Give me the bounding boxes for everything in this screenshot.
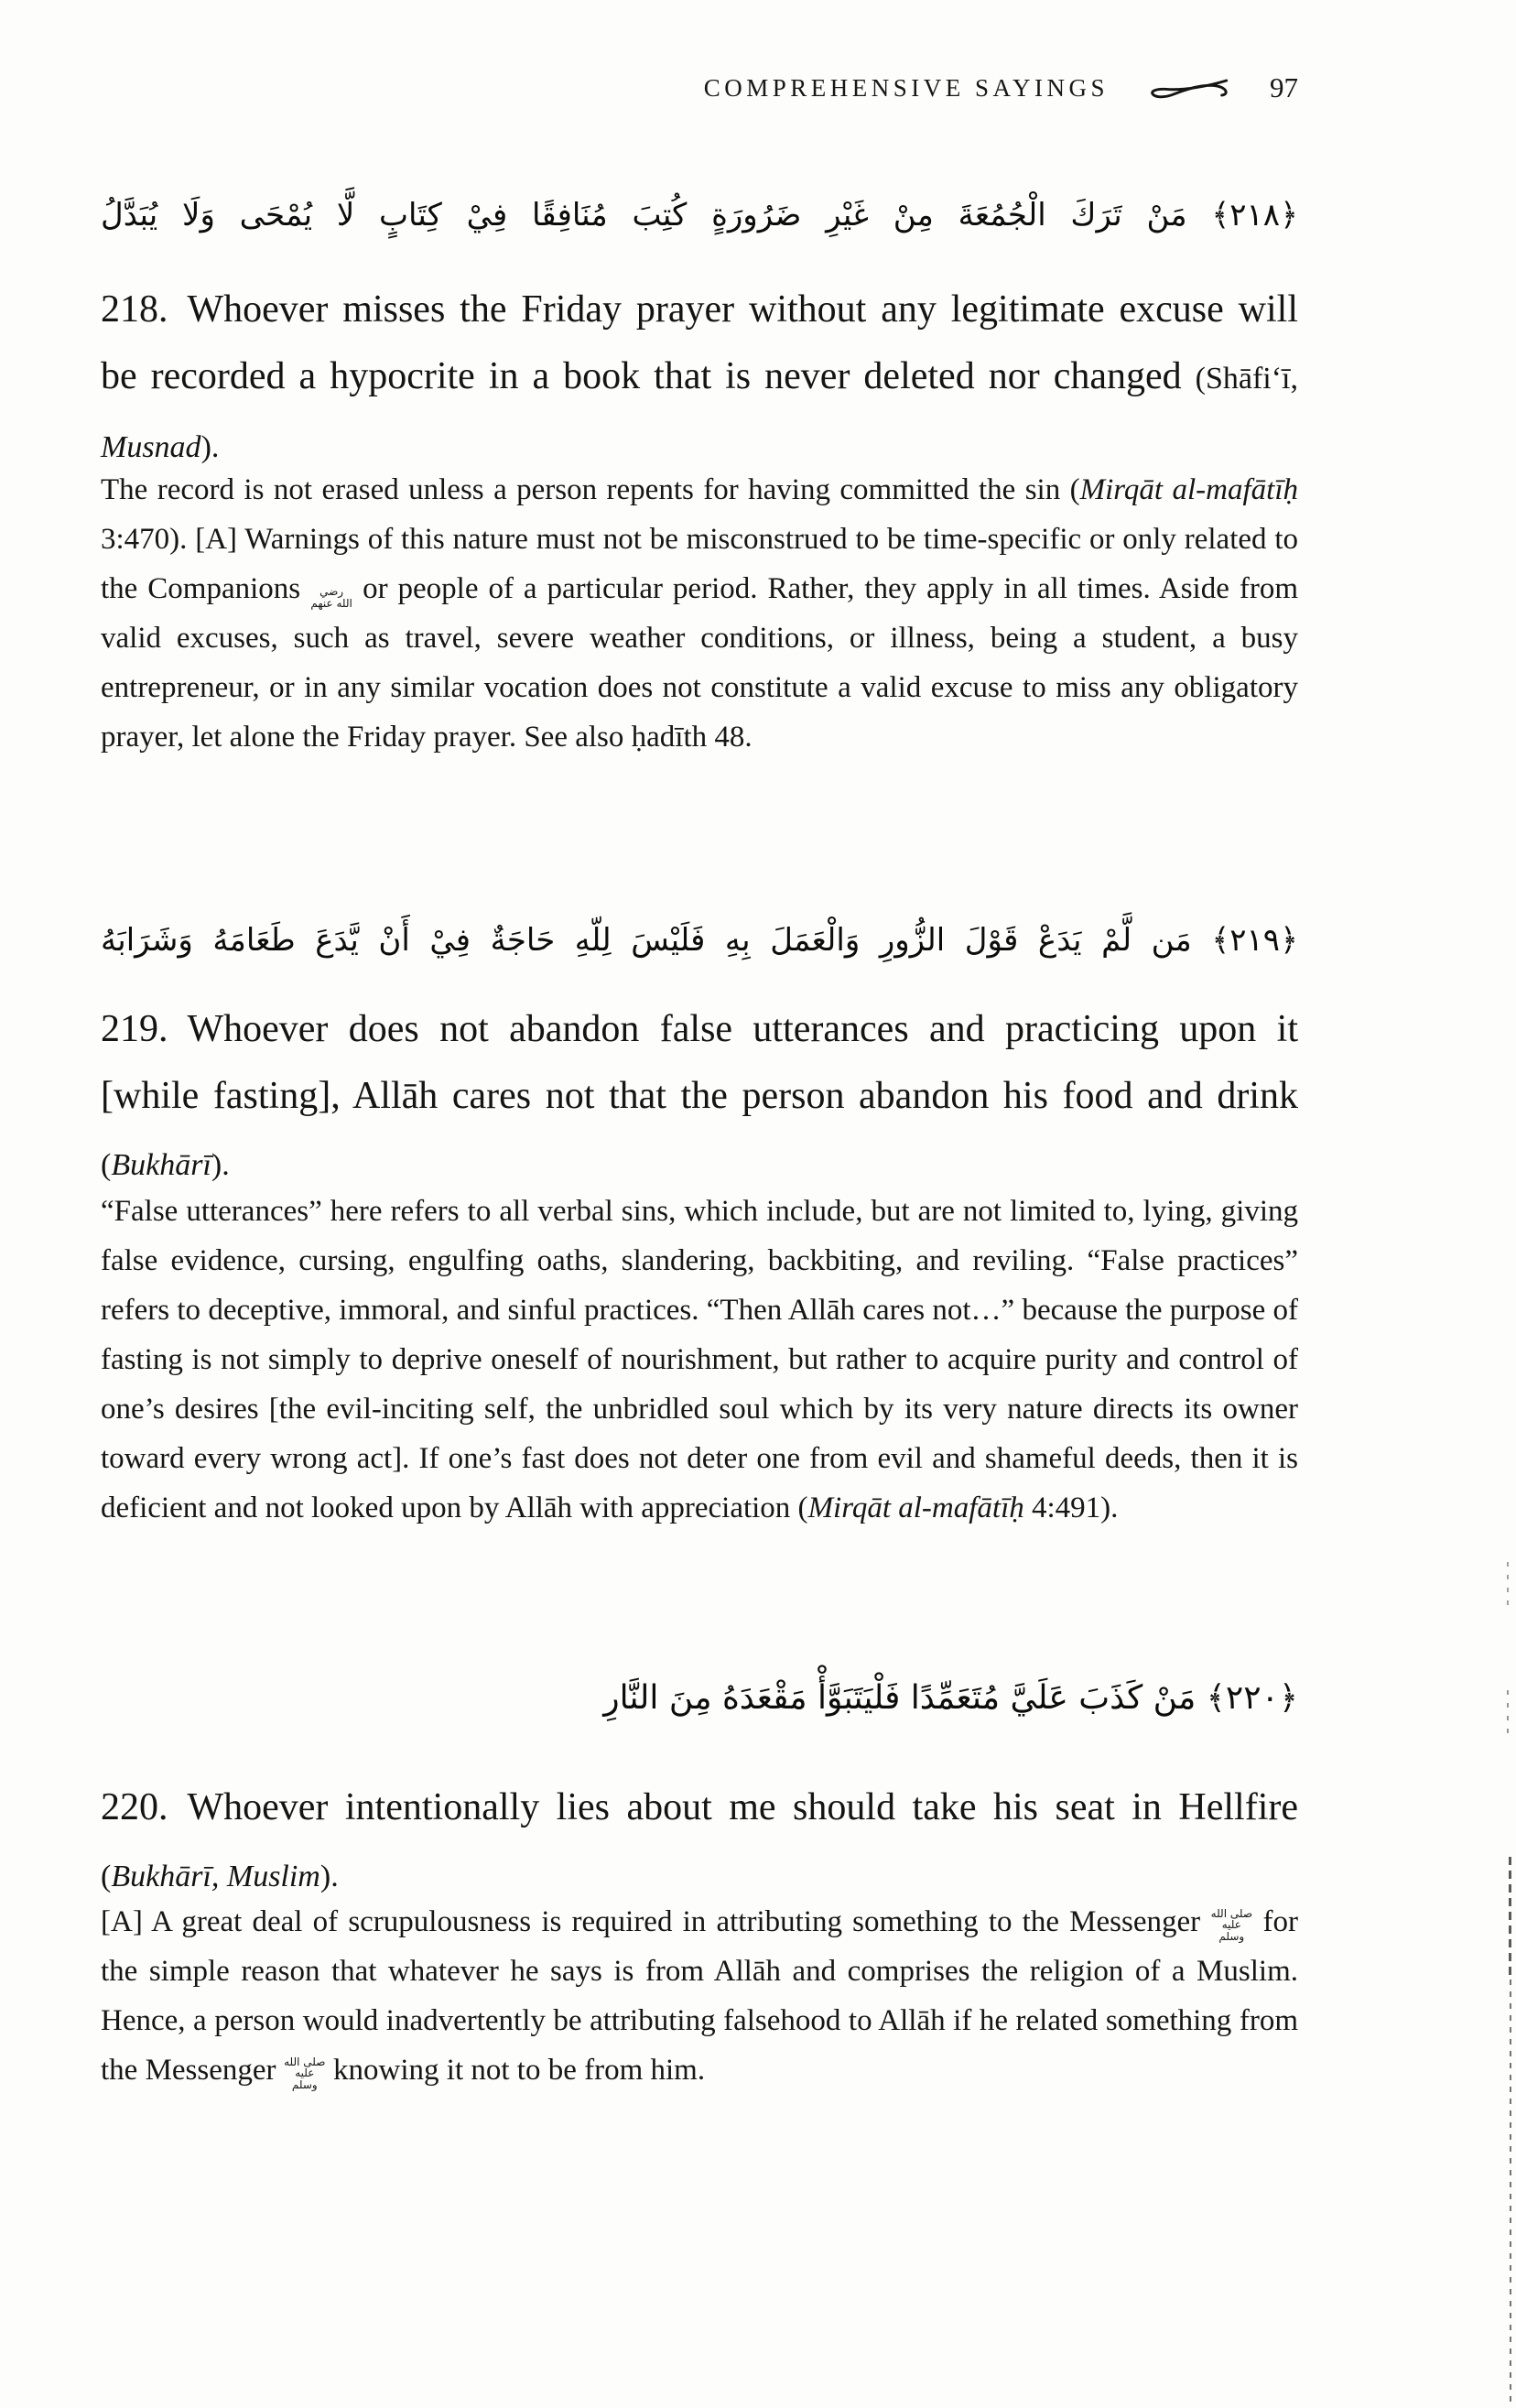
hadith-218-arabic: ﴿٢١٨﴾ مَنْ تَرَكَ الْجُمُعَةَ مِنْ غَيْرِ ضَرُورَةٍ كُتِبَ مُنَافِقًا فِيْ كِتَابٍ لَّا يُمْحَى وَلَا يُبَدَّلُ <box>101 197 1298 233</box>
hadith-220-commentary <box>101 1897 1298 2095</box>
scan-artifact <box>1510 1980 1511 2408</box>
text-segment: 220. Whoever intentionally lies about me should take his seat in Hellfire <box>101 1786 1298 1828</box>
honorific-symbol: صلى الله عليه وسلم <box>1210 1906 1253 1943</box>
text-segment: Bukhārī, Muslim <box>111 1860 320 1893</box>
honorific-symbol: صلى الله عليه وسلم <box>284 2055 326 2091</box>
text-segment: ). <box>200 430 220 464</box>
page-number: 97 <box>1270 71 1298 103</box>
text-segment: ). <box>319 1860 339 1893</box>
text-segment: knowing it not to be from him. <box>325 2054 706 2087</box>
text-segment: [A] A great deal of scrupulousness is required in attributing something to the Messenger <box>101 1905 1211 1938</box>
running-head-title: COMPREHENSIVE SAYINGS <box>703 73 1109 102</box>
text-segment: 218. Whoever misses the Friday prayer without any legitimate excuse will be recorded a hypocrite in a book that is never deleted nor changed <box>101 288 1298 397</box>
hadith-219-commentary <box>101 1187 1298 1533</box>
hadith-220-arabic: ﴿٢٢٠﴾ مَنْ كَذَبَ عَلَيَّ مُتَعَمِّدًا فَلْيَتَبَوَّأْ مَقْعَدَهُ مِنَ النَّارِ <box>603 1679 1298 1717</box>
text-segment: 4:491). <box>1023 1491 1119 1524</box>
text-segment: 219. Whoever does not abandon false utterances and practicing upon it [while fasting], Allāh cares not that the person abandon his food and drink <box>101 1008 1298 1117</box>
text-segment: ). <box>211 1148 230 1182</box>
hadith-218-translation <box>101 277 1298 481</box>
honorific-symbol: رضي الله عنهم <box>310 585 352 610</box>
running-header <box>101 71 1298 104</box>
hadith-219-arabic: ﴿٢١٩﴾ مَن لَّمْ يَدَعْ قَوْلَ الزُّورِ وَالْعَمَلَ بِهِ فَلَيْسَ لِلّهِ حَاجَةٌ فِيْ أَنْ يَّدَعَ طَعَامَهُ وَشَرَابَهُ <box>101 922 1298 959</box>
text-segment: Mirqāt al-mafātīḥ <box>1079 473 1298 506</box>
hadith-218-commentary <box>101 465 1298 762</box>
text-segment: Mirqāt al-mafātīḥ <box>807 1491 1024 1524</box>
text-segment: or people of a particular period. Rather, they apply in all times. Aside from valid excuses, such as travel, severe weather conditions, or illness, being a student, a busy entrepreneur, or in any similar vocation does not constitute a valid excuse to miss any obligatory prayer, let alone the Friday prayer. See also ḥadīth 48. <box>101 572 1298 754</box>
scan-artifact <box>1509 1857 1511 1976</box>
scan-artifact <box>1507 1690 1509 1738</box>
hadith-220-translation <box>101 1774 1298 1910</box>
text-segment: (Shāfi‘ī, <box>1195 362 1298 396</box>
text-segment: for the simple reason that whatever he says is from Allāh and comprises the religion of a Muslim. Hence, a person would inadvertently be attributing falsehood to Allāh if he related something from the Messenger <box>101 1905 1298 2087</box>
text-segment: “False utterances” here refers to all verbal sins, which include, but are not limited to, lying, giving false evidence, cursing, engulfing oaths, slandering, backbiting, and reviling. “False practices” refers to deceptive, immoral, and sinful practices. “Then Allāh cares not…” because the purpose of fasting is not simply to deprive oneself of nourishment, but rather to acquire purity and control of one’s desires [the evil-inciting self, the unbridled soul which by its very nature directs its owner toward every wrong act]. If one’s fast does not deter one from evil and shameful deeds, then it is deficient and not looked upon by Allāh with appreciation ( <box>101 1195 1298 1524</box>
hadith-219-translation <box>101 996 1298 1199</box>
text-segment: ( <box>101 1860 112 1893</box>
text-segment: Bukhārī <box>111 1148 211 1182</box>
text-segment: ( <box>101 1148 112 1182</box>
swash-ornament-icon <box>1142 73 1237 103</box>
text-segment: The record is not erased unless a person repents for having committed the sin ( <box>101 473 1080 506</box>
scan-artifact <box>1507 1562 1509 1610</box>
text-segment: Musnad <box>101 430 201 464</box>
text-segment: 3:470). [A] Warnings of this nature must not be misconstrued to be time-specific or only related to the Companions <box>101 523 1298 605</box>
